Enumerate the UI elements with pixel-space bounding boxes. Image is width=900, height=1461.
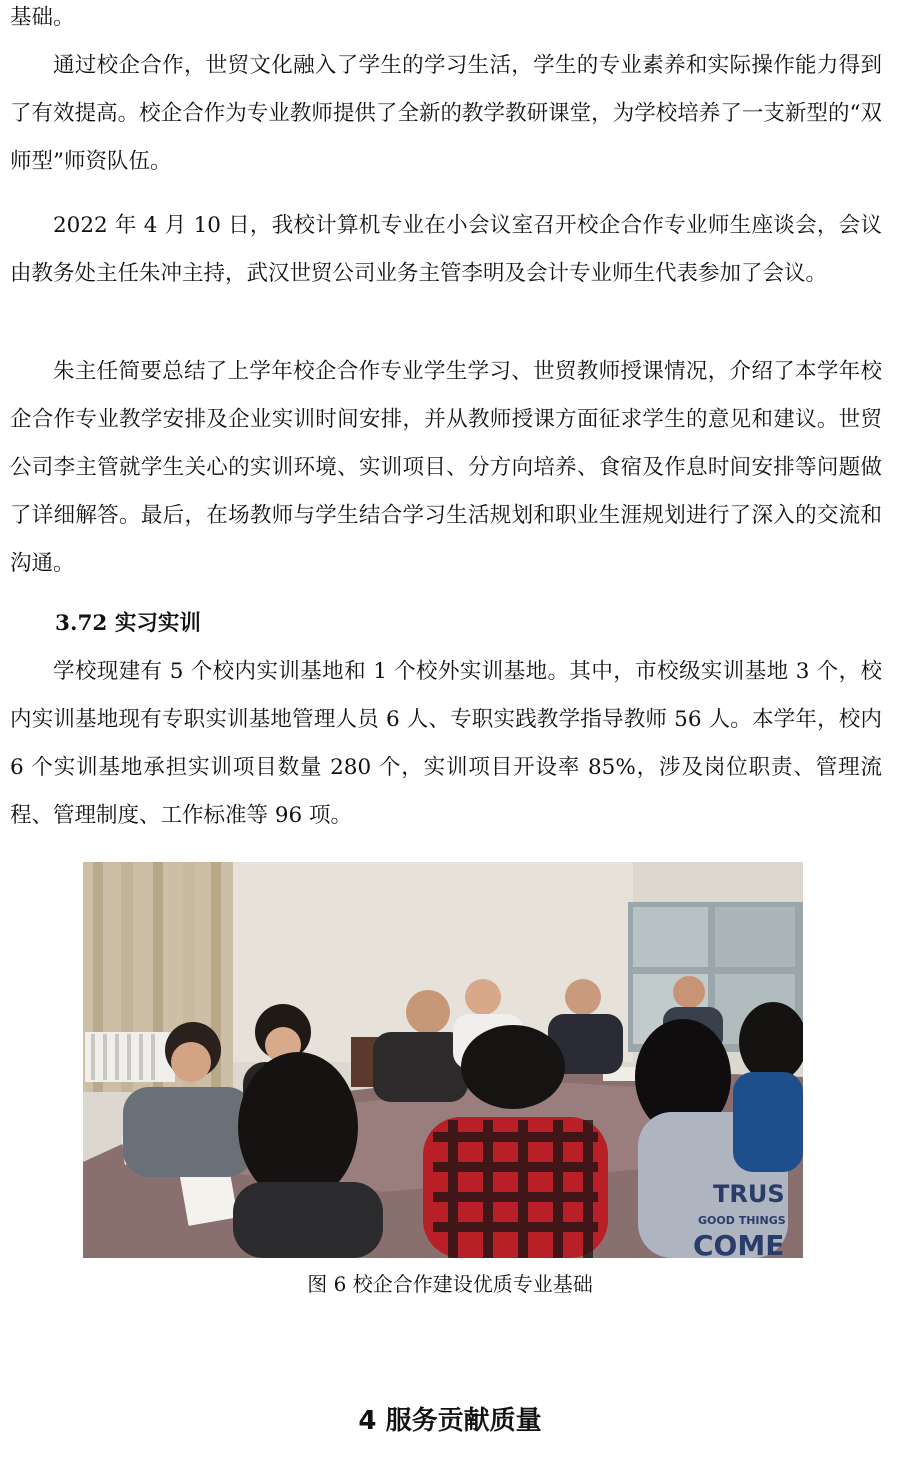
shirt-print-line1: TRUS (713, 1180, 785, 1208)
paragraph-symposium: 2022 年 4 月 10 日，我校计算机专业在小会议室召开校企合作专业师生座谈会，会议由教务处主任朱冲主持，武汉世贸公司业务主管李明及会计专业师生代表参加了会议。 (10, 213, 882, 286)
paragraph-training-bases: 学校现建有 5 个校内实训基地和 1 个校外实训基地。其中，市校级实训基地 3 个，校内实训基地现有专职实训基地管理人员 6 人、专职实践教学指导教师 56 人。本学年，校内 6 个实训基地承担实训项目数量 280 个，实训项目开设率 85%，涉及岗位职责、管理流程、管理制度、工作标准等 96 项。 (10, 659, 882, 828)
paragraph-fragment: 基础。 (10, 5, 75, 30)
shirt-print-line3: COME (693, 1229, 785, 1258)
paragraph-cooperation-effects: 通过校企合作，世贸文化融入了学生的学习生活，学生的专业素养和实际操作能力得到了有效提高。校企合作为专业教师提供了全新的教学教研课堂，为学校培养了一支新型的“双师型”师资队伍。 (10, 53, 882, 174)
shirt-print-line2: GOOD THINGS (698, 1214, 786, 1227)
meeting-photo (83, 862, 803, 1258)
section-title-service: 4 服务贡献质量 (358, 1406, 542, 1436)
figure-caption: 图 6 校企合作建设优质专业基础 (307, 1272, 593, 1296)
section-heading-internship: 3.72 实习实训 (55, 611, 201, 636)
paragraph-director-summary: 朱主任简要总结了上学年校企合作专业学生学习、世贸教师授课情况，介绍了本学年校企合作专业教学安排及企业实训时间安排，并从教师授课方面征求学生的意见和建议。世贸公司李主管就学生关心的实训环境、实训项目、分方向培养、食宿及作息时间安排等问题做了详细解答。最后，在场教师与学生结合学习生活规划和职业生涯规划进行了深入的交流和沟通。 (10, 359, 882, 576)
